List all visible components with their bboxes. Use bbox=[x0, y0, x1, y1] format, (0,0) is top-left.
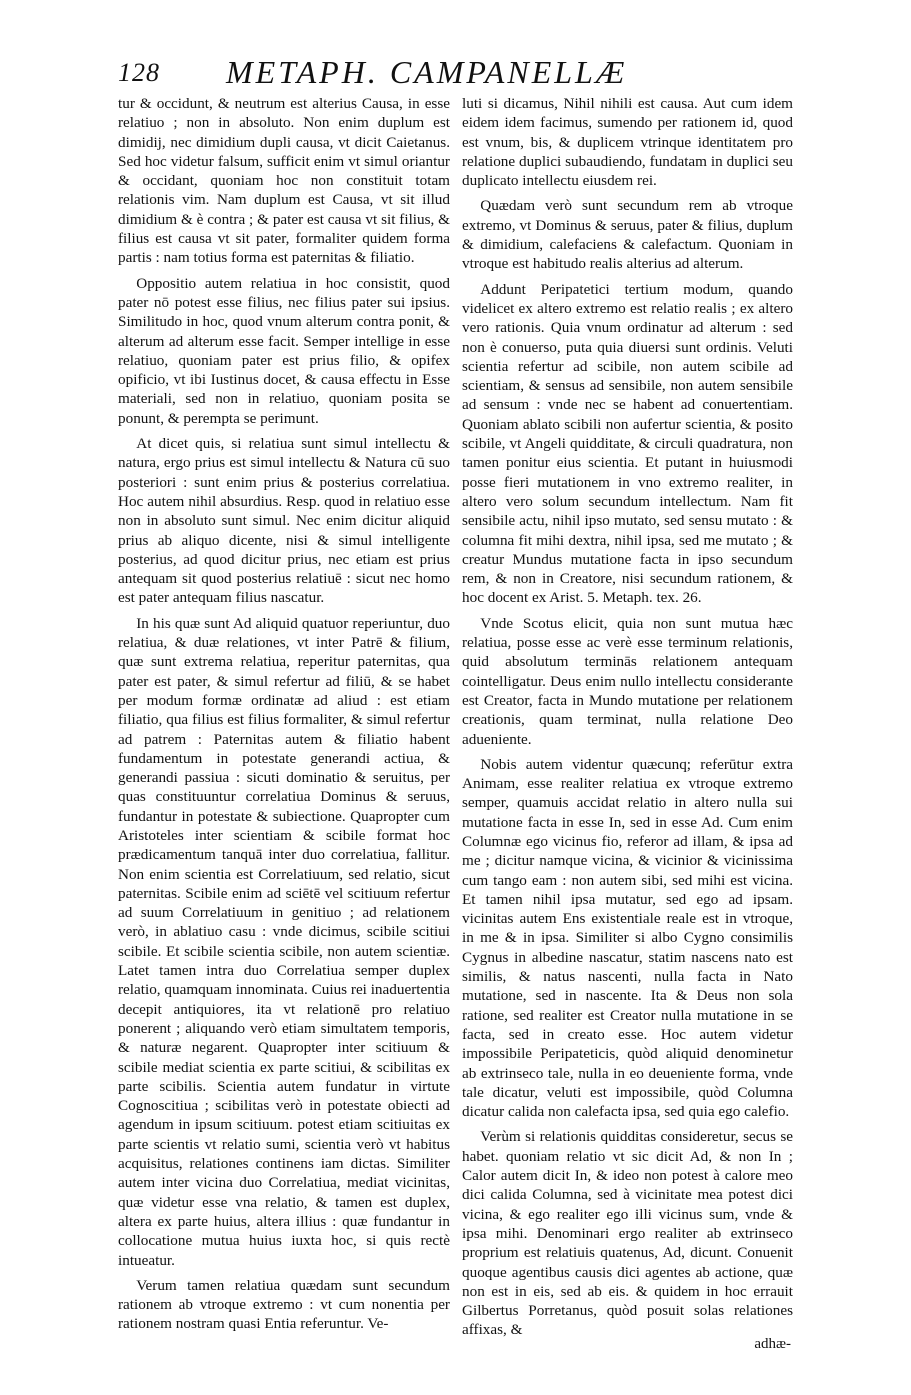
left-column bbox=[118, 94, 450, 1340]
paragraph: tur & occidunt, & neutrum est alterius Causa, in esse relatiuo ; non in absoluto. Non enim duplum est dimidij, nec dimidium dupli causa, vt dicit Caietanus. Sed hoc videtur falsum, sufficit enim vt simul oriantur & occidant, quoniam hoc non constituit totam relationis vim. Nam duplum est Causa, vt sit illud dimidium & è contra ; & pater est causa vt sit filius, & filius est causa vt sit pater, formaliter quidem forma partis : nam totius forma est paternitas & filiatio. bbox=[118, 95, 450, 267]
right-column bbox=[462, 94, 793, 1346]
page-number: 128 bbox=[118, 58, 160, 87]
paragraph: Verum tamen relatiua quædam sunt secundum rationem ab vtroque extremo : vt cum nonentia per rationem nostram quasi Entia referuntur. Ve- bbox=[118, 1276, 450, 1333]
page-header bbox=[118, 52, 678, 92]
catchword: adhæ- bbox=[754, 1336, 791, 1352]
paragraph: Vnde Scotus elicit, quia non sunt mutua hæc relatiua, posse esse ac verè esse terminum relationis, quid absolutum terminās relationem antequam cointelligatur. Deus enim nullo intellectu considerante est Creator, facta in Mundo mutatione per relationem creationis, quam terminat, nulla relatione Deo adueniente. bbox=[462, 614, 793, 748]
paragraph: Oppositio autem relatiua in hoc consistit, quod pater nō potest esse filius, nec filius pater sui ipsius. Similitudo in hoc, quod vnum alterum contra ponit, & alterum ad alterum esse facit. Semper intellige in esse relatiuo, quoniam pater est prius filio, & opifex opificio, vt ibi Iustinus docet, & causa effectu in Esse materiali, sed non in relatiuo, quoniam posita se ponunt, & perempta se perimunt. bbox=[118, 274, 450, 427]
paragraph: Addunt Peripatetici tertium modum, quando videlicet ex altero extremo est relatio realis ; ex altero vero rationis. Quia vnum ordinatur ad alterum : sed non è conuerso, puta quia diuersi sunt ordinis. Veluti scientia refertur ad scibile, non autem scibile ad scientiam, & sensus ad sensibile, non autem sensibile ad sensum : vnde nec se habent ad conuertentiam. Quoniam ablato scibili non aufertur scientia, & posito scibile, vt Angeli quidditate, & circuli quadratura, non tamen ponitur eius scientia. Et putant in huiusmodi posse fieri mutationem in vno extremo realiter, in altero vero solum secundum intellectum. Nam fit sensibile actu, nihil ipso mutato, sed sensu mutato : & columna fit mihi dextra, nihil ipsa, sed me mutato ; & creatur Mundus mutatione facta in ipso secundum rem, & non in Creatore, nisi secundum rationem, & hoc docent ex Arist. 5. Metaph. tex. 26. bbox=[462, 280, 793, 607]
paragraph: luti si dicamus, Nihil nihili est causa. Aut cum idem eidem idem facimus, sumendo per rationem id, quod est vnum, bis, & duplicem vtrinque identitatem pro relatione duplici subaudiendo, fundatam in duplici seu duplicato intellectu eiusdem rei. bbox=[462, 95, 793, 190]
running-head: METAPH. CAMPANELLÆ bbox=[226, 54, 628, 90]
paragraph: In his quæ sunt Ad aliquid quatuor reperiuntur, duo relatiua, & duæ relationes, vt inter Patrē & filium, quæ sunt extrema relatiua, reperitur paternitas, qua pater est pater, & simul refertur ad filiū, & se habet per modum formæ ordinatæ ad aliud : est etiam filiatio, qua filius est filius formaliter, & simul refertur ad patrem : Paternitas autem & filiatio habent fundamentum in potestate generandi actiua, & generandi passiua : sicuti dominatio & seruitus, per quas constituuntur correlatiua Dominus & seruus, fundantur in potestate & subiectione. Quapropter cum Aristoteles inter scientiam & scibile format hoc prædicamentum tanquā inter duo correlatiua, fallitur. Non enim scientia est Correlatiuum, sed relatio, sicut paternitas. Scibile enim ad sciētē vel scitiuum refertur ad suum Correlatiuum in genitiuo ; ad relationem verò, in ablatiuo casu : vnde dicimus, scibile scitiui scibile. Et scibile scientia scibile, non autem scientiæ. Latet tamen intra duo Correlatiua semper duplex relatio, quamquam innominata. Cuius rei inaduertentia decepit antiquiores, ita vt relationē pro relatiuo ponerent ; aliquando verò etiam simultatem temporis, & naturæ negarent. Quapropter inter scitiuum & scibile mediat scientia ex parte scitiui, & scibilitas ex parte scibilis. Scientia autem fundatur in virtute Cognoscitiua ; scibilitas verò in potestate obiecti ad agendum in ipsum scitiuum. potest etiam scitiuitas ex parte scientis vt relatio sumi, scientia verò vt habitus acquisitus, relationes continens iam dictas. Similiter autem inter vicina duo Correlatiua, mediat vicinitas, quæ videtur esse vna relatio, & tamen est duplex, altera ex parte huius, altera illius : quæ fundantur in collocatione mutua huius iuxta hoc, si quis rectè intueatur. bbox=[118, 614, 450, 1269]
paragraph: Verùm si relationis quidditas consideretur, secus se habet. quoniam relatio vt sic dicit Ad, & non In ; Calor autem dicit In, & ideo non potest à calore meo dici calida Columna, sed à vicinitate mea potest dici vicina, & ego realiter ego illi vicinus sum, vnde & ipsa mihi. Denominari ergo realiter ab extrinseco proprium est relatiuis quatenus, Ad, dicunt. Conuenit quoque agentibus causis dici agentes ab actione, quæ non est in eis, sed ab eis. & quidem in hoc errauit Gilbertus Porretanus, quòd posuit solas relationes affixas, & bbox=[462, 1128, 793, 1339]
paragraph: Quædam verò sunt secundum rem ab vtroque extremo, vt Dominus & seruus, pater & filius, duplum & dimidium, calefaciens & calefactum. Quoniam in vtroque est habitudo realis alterius ad alterum. bbox=[462, 197, 793, 273]
paragraph: At dicet quis, si relatiua sunt simul intellectu & natura, ergo prius est simul intellectu & Natura cū suo posteriori : sunt enim prius & posterius correlatiua. Hoc autem nihil absurdius. Resp. quod in relatiuo esse non in absoluto sunt simul. Nec enim dicitur aliquid prius ab aliquo dicente, nisi & simul intelligente posterius, ad quod dicitur prius, nec etiam est prius antequam sit quod posterius relatiuē : sicut nec homo est pater antequam filius nascatur. bbox=[118, 435, 450, 607]
paragraph: Nobis autem videntur quæcunq; referūtur extra Animam, esse realiter relatiua ex vtroque extremo semper, quamuis accidat relatio in altero nulla sui mutatione facta in esse In, sed in esse Ad. Cum enim Columnæ ego vicinus fio, referor ad illam, & ipsa ad me ; dicitur namque vicina, & vicinior & vicinissima cum tango eam : non autem sibi, sed mihi est vicina. Et tamen nihil ipsa mutatur, sed ego ad ipsam. vicinitas autem Ens existentiale reale est in vtroque, in me & in ipsa. Similiter si albo Cygno consimilis Cygnus in albedine nascatur, statim nascens nato est similis, & natus nascenti, nulla facta in Nato mutatione, sed in nascente. Ita & Deus non sola ratione, sed realiter est Creator nulla mutatione in se facta, sed in creato esse. Hoc autem videtur impossibile Peripateticis, quòd aliquid denominetur ab extrinseco tale, nulla in eo deueniente forma, vnde tale dicatur, veluti est impossibile, quòd Columna dicatur calida non calefacta ipsa, sed quia ego calefio. bbox=[462, 755, 793, 1121]
